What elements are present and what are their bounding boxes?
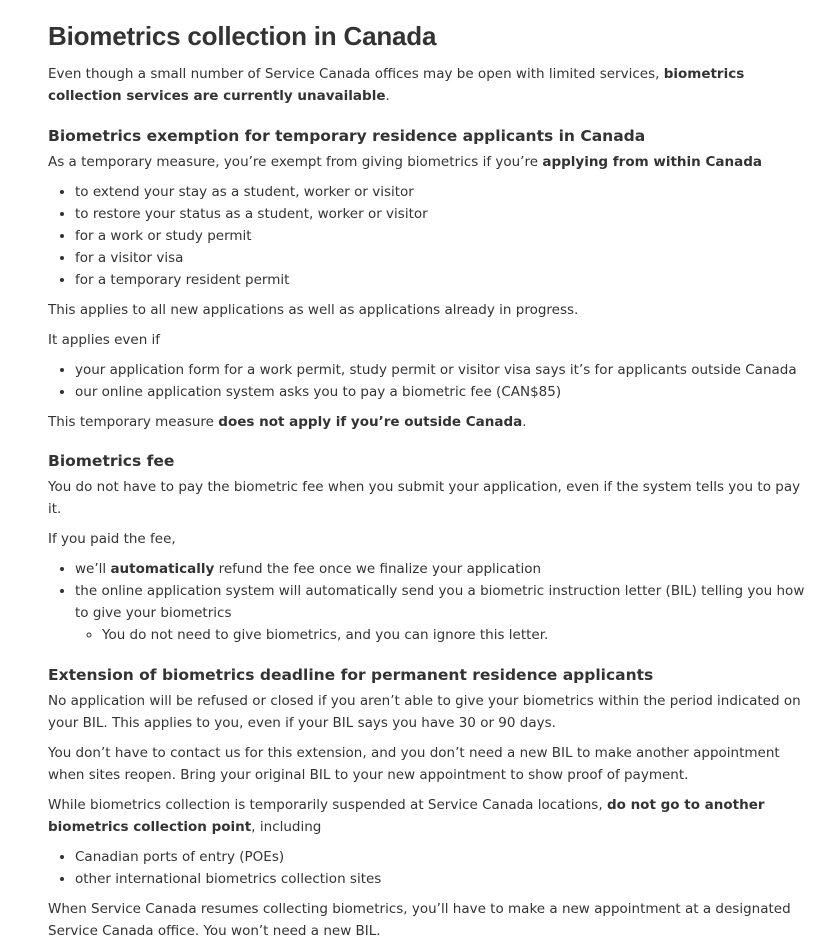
list-item: • for a visitor visa — [75, 247, 816, 269]
intro-text: Even though a small number of Service Canada offices may be open with limited services, — [48, 66, 664, 82]
list-item: • other international biometrics collection sites — [75, 868, 816, 890]
suspended-text: While biometrics collection is temporarily suspended at Service Canada locations, — [48, 797, 607, 813]
exemption-lead — [48, 151, 816, 173]
measure-paragraph — [48, 411, 816, 433]
intro-bold: biometrics collection services are currently unavailable — [48, 66, 745, 104]
sub-list-item: ◦ You do not need to give biometrics, and you can ignore this letter. — [102, 624, 816, 646]
exemption-section — [48, 125, 816, 433]
list-item — [75, 580, 816, 646]
collection-points-list — [48, 846, 816, 890]
suspended-end: , including — [251, 819, 322, 835]
refund-text-pre: we’ll — [75, 561, 111, 577]
extension-paragraph-1: No application will be refused or closed if you aren’t able to give your biometrics within the period indicated on your BIL. This applies to you, even if your BIL says you have 30 or 90 days. — [48, 693, 801, 731]
list-item: • your application form for a work permit, study permit or visitor visa says it’s for applicants outside Canada — [75, 359, 816, 381]
list-item: • for a work or study permit — [75, 225, 816, 247]
even-if-paragraph: It applies even if — [48, 332, 161, 348]
intro-end: . — [385, 88, 390, 104]
list-item: • Canadian ports of entry (POEs) — [75, 846, 816, 868]
measure-bold: does not apply if you’re outside Canada — [218, 414, 523, 430]
extension-section — [48, 664, 816, 942]
refund-bold: automatically — [110, 561, 215, 577]
measure-text: This temporary measure — [48, 414, 219, 430]
exemption-heading: Biometrics exemption for temporary residence applicants in Canada — [48, 127, 646, 145]
exemption-list — [48, 181, 816, 291]
list-item — [75, 558, 816, 580]
intro-paragraph — [48, 63, 816, 107]
if-paid-paragraph: If you paid the fee, — [48, 531, 176, 547]
fee-paragraph: You do not have to pay the biometric fee when you submit your application, even if the system tells you to pay it. — [48, 479, 801, 517]
suspended-bold: do not go to another biometrics collection point — [48, 797, 765, 835]
list-item: • to restore your status as a student, worker or visitor — [75, 203, 816, 225]
extension-heading: Extension of biometrics deadline for permanent residence applicants — [48, 666, 654, 684]
list-item: • for a temporary resident permit — [75, 269, 816, 291]
applies-paragraph: This applies to all new applications as well as applications already in progress. — [48, 302, 579, 318]
fee-list — [48, 558, 816, 646]
measure-end: . — [522, 414, 527, 430]
exemption-lead-text: As a temporary measure, you’re exempt from giving biometrics if you’re — [48, 154, 543, 170]
exemption-lead-bold: applying from within Canada — [542, 154, 762, 170]
list-item: • to extend your stay as a student, worker or visitor — [75, 181, 816, 203]
refund-text-post: refund the fee once we finalize your application — [214, 561, 542, 577]
fee-section — [48, 450, 816, 646]
page-title: Biometrics collection in Canada — [48, 21, 437, 51]
even-if-list — [48, 359, 816, 403]
extension-paragraph-2: You don’t have to contact us for this extension, and you don’t need a new BIL to make another appointment when sites reopen. Bring your original BIL to your new appointment to show proof of payment. — [48, 745, 780, 783]
bil-sublist — [75, 624, 816, 646]
bil-text: the online application system will automatically send you a biometric instruction letter (BIL) telling you how to give your biometrics — [75, 583, 805, 621]
fee-heading: Biometrics fee — [48, 452, 175, 470]
list-item: • our online application system asks you to pay a biometric fee (CAN$85) — [75, 381, 816, 403]
extension-paragraph-4: When Service Canada resumes collecting biometrics, you’ll have to make a new appointment at a designated Service Canada office. You won’t need a new BIL. — [48, 901, 791, 939]
extension-paragraph-3 — [48, 794, 816, 838]
